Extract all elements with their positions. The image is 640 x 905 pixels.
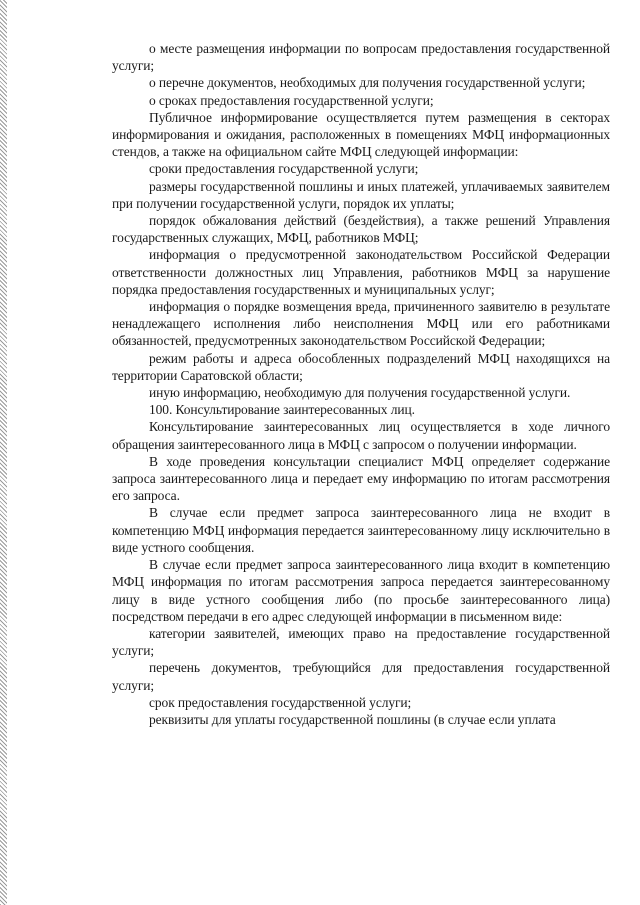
paragraph: о месте размещения информации по вопросам предоставления государственной услуги; bbox=[112, 41, 610, 74]
paragraph: Консультирование заинтересованных лиц осуществляется в ходе личного обращения заинтересованного лица в МФЦ с запросом о получении информации. bbox=[112, 419, 610, 452]
paragraph: В ходе проведения консультации специалист МФЦ определяет содержание запроса заинтересованного лица и передает ему информацию по итогам рассмотрения его запроса. bbox=[112, 453, 610, 504]
paragraph: реквизиты для уплаты государственной пошлины (в случае если уплата bbox=[149, 711, 556, 727]
section-heading: 100. Консультирование заинтересованных лиц. bbox=[149, 402, 415, 418]
paragraph: размеры государственной пошлины и иных платежей, уплачиваемых заявителем при получении государственной услуги, порядок их уплаты; bbox=[112, 178, 610, 211]
paragraph: категории заявителей, имеющих право на предоставление государственной услуги; bbox=[112, 625, 610, 659]
paragraph: перечень документов, требующийся для предоставления государственной услуги; bbox=[112, 660, 610, 693]
paragraph: срок предоставления государственной услуги; bbox=[149, 694, 412, 710]
paragraph: В случае если предмет запроса заинтересованного лица не входит в компетенцию МФЦ информация передается заинтересованному лицу исключительно в виде устного сообщения. bbox=[112, 505, 610, 555]
paragraph: режим работы и адреса обособленных подразделений МФЦ находящихся на территории Саратовской области; bbox=[112, 350, 610, 383]
paragraph: Публичное информирование осуществляется путем размещения в секторах информирования и ожидания, расположенных в помещениях МФЦ информационных стендов, а также на официальном сайте МФЦ следующей информации: bbox=[112, 109, 610, 160]
scan-binding-edge bbox=[0, 0, 7, 905]
paragraph: о сроках предоставления государственной услуги; bbox=[149, 92, 434, 108]
paragraph: о перечне документов, необходимых для получения государственной услуги; bbox=[149, 75, 586, 91]
paragraph: иную информацию, необходимую для получения государственной услуги. bbox=[149, 385, 571, 401]
document-page bbox=[112, 40, 610, 728]
paragraph: В случае если предмет запроса заинтересованного лица входит в компетенцию МФЦ информация по итогам рассмотрения запроса передается заинтересованному лицу в виде устного сообщения либо (по просьбе заинтересованного лица) посредством передачи в его адрес следующей информации в письменном виде: bbox=[112, 557, 610, 624]
paragraph: порядок обжалования действий (бездействия), а также решений Управления государственных служащих, МФЦ, работников МФЦ; bbox=[112, 213, 610, 246]
paragraph: сроки предоставления государственной услуги; bbox=[149, 161, 419, 177]
paragraph: информация о предусмотренной законодательством Российской Федерации ответственности должностных лиц Управления, работников МФЦ за нарушение порядка предоставления государственных и муниципальных услуг; bbox=[112, 247, 610, 297]
paragraph: информация о порядке возмещения вреда, причиненного заявителю в результате ненадлежащего исполнения либо неисполнения МФЦ или его работниками обязанностей, предусмотренных законодательством Российской Федерации; bbox=[112, 299, 610, 349]
